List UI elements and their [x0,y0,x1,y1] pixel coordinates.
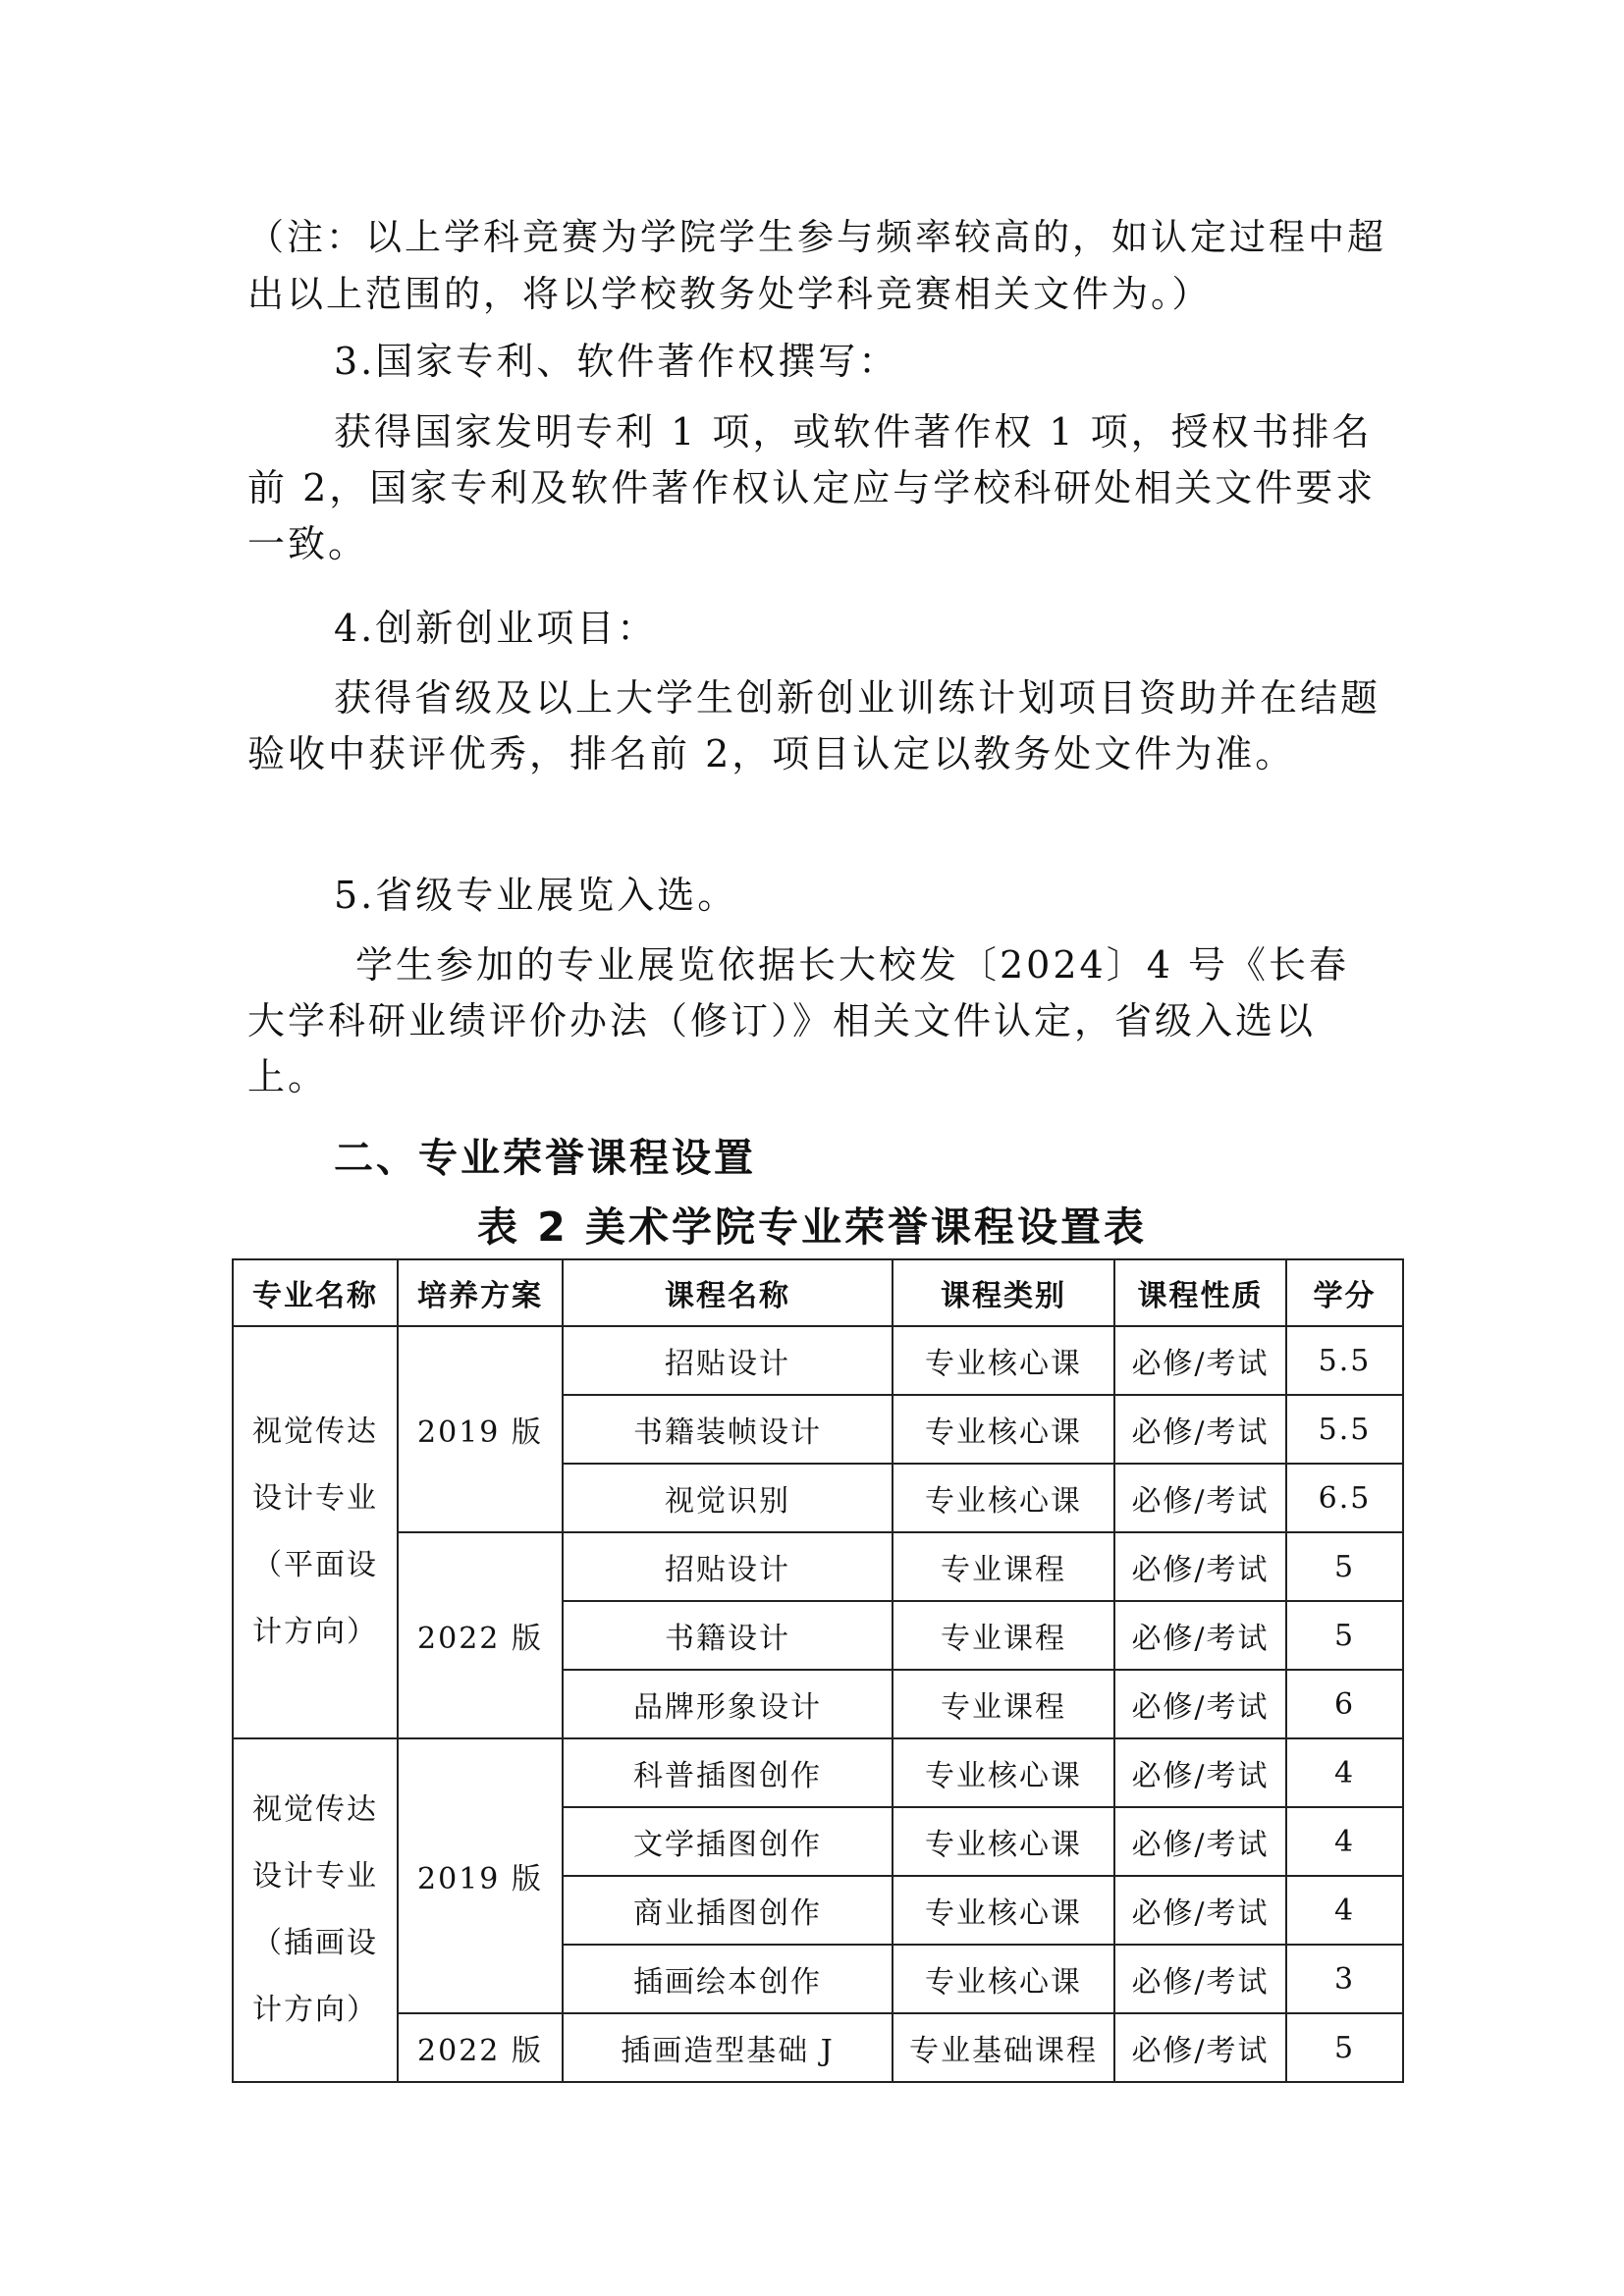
item4-body: 获得省级及以上大学生创新创业训练计划项目资助并在结题验收中获评优秀，排名前 2，项目认定以教务处文件为准。 [247,676,1381,775]
major-line: 计方向） [252,1615,378,1649]
honor-course-table [232,1258,1404,2083]
major-cell [233,1738,398,2082]
course-credit: 5.5 [1286,1326,1403,1395]
course-category: 专业核心课 [893,1876,1114,1945]
course-name: 品牌形象设计 [563,1670,893,1738]
course-credit: 5 [1286,2013,1403,2082]
header-category: 课程类别 [893,1259,1114,1326]
course-name: 招贴设计 [563,1532,893,1601]
course-category: 专业核心课 [893,1807,1114,1876]
course-credit: 4 [1286,1807,1403,1876]
course-credit: 5.5 [1286,1395,1403,1464]
course-name: 视觉识别 [563,1464,893,1532]
course-category: 专业核心课 [893,1738,1114,1807]
table-row [233,2013,1403,2082]
course-category: 专业课程 [893,1532,1114,1601]
course-nature: 必修/考试 [1114,1876,1286,1945]
plan-cell: 2019 版 [398,1738,563,2013]
table-row [233,1326,1403,1395]
major-line: （插画设 [252,1926,378,1960]
header-plan: 培养方案 [398,1259,563,1326]
course-name: 文学插图创作 [563,1807,893,1876]
course-credit: 6 [1286,1670,1403,1738]
course-credit: 5 [1286,1601,1403,1670]
table-row [233,1532,1403,1601]
table-title: 表 2 美术学院专业荣誉课程设置表 [476,1203,1148,1251]
course-name: 商业插图创作 [563,1876,893,1945]
course-nature: 必修/考试 [1114,1807,1286,1876]
item5-heading: 5.省级专业展览入选。 [334,874,738,917]
course-category: 专业课程 [893,1670,1114,1738]
course-name: 招贴设计 [563,1326,893,1395]
course-nature: 必修/考试 [1114,1464,1286,1532]
table-header-row [233,1259,1403,1326]
header-course: 课程名称 [563,1259,893,1326]
table-row [233,1738,1403,1807]
plan-cell: 2022 版 [398,2013,563,2082]
course-nature: 必修/考试 [1114,1532,1286,1601]
course-credit: 4 [1286,1738,1403,1807]
major-line: 设计专业 [252,1481,378,1516]
course-nature: 必修/考试 [1114,1601,1286,1670]
course-category: 专业基础课程 [893,2013,1114,2082]
major-cell [233,1326,398,1738]
major-line: （平面设 [252,1548,378,1582]
competition-note: （注：以上学科竞赛为学院学生参与频率较高的，如认定过程中超出以上范围的，将以学校教务处学科竞赛相关文件为。） [247,216,1386,315]
course-credit: 4 [1286,1876,1403,1945]
course-nature: 必修/考试 [1114,1738,1286,1807]
course-name: 插画绘本创作 [563,1945,893,2013]
item5-body: 学生参加的专业展览依据长大校发〔2024〕4 号《长春大学科研业绩评价办法（修订）》相关文件认定，省级入选以上。 [247,943,1349,1098]
major-line: 设计专业 [252,1859,378,1894]
major-line: 视觉传达 [252,1792,378,1827]
header-major: 专业名称 [233,1259,398,1326]
item3-heading: 3.国家专利、软件著作权撰写： [334,340,899,383]
course-nature: 必修/考试 [1114,1395,1286,1464]
course-name: 插画造型基础 J [563,2013,893,2082]
course-nature: 必修/考试 [1114,1670,1286,1738]
plan-cell: 2019 版 [398,1326,563,1532]
major-line: 计方向） [252,1993,378,2027]
header-nature: 课程性质 [1114,1259,1286,1326]
course-nature: 必修/考试 [1114,2013,1286,2082]
course-credit: 5 [1286,1532,1403,1601]
course-category: 专业课程 [893,1601,1114,1670]
course-category: 专业核心课 [893,1395,1114,1464]
item4-heading: 4.创新创业项目： [334,607,658,650]
course-category: 专业核心课 [893,1326,1114,1395]
course-credit: 6.5 [1286,1464,1403,1532]
course-nature: 必修/考试 [1114,1945,1286,2013]
section-title: 二、专业荣誉课程设置 [334,1136,756,1181]
header-credit: 学分 [1286,1259,1403,1326]
course-name: 书籍装帧设计 [563,1395,893,1464]
course-name: 书籍设计 [563,1601,893,1670]
item3-body: 获得国家发明专利 1 项，或软件著作权 1 项，授权书排名前 2，国家专利及软件著作权认定应与学校科研处相关文件要求一致。 [247,410,1377,565]
course-nature: 必修/考试 [1114,1326,1286,1395]
course-category: 专业核心课 [893,1464,1114,1532]
plan-cell: 2022 版 [398,1532,563,1738]
course-category: 专业核心课 [893,1945,1114,2013]
major-line: 视觉传达 [252,1415,378,1449]
course-credit: 3 [1286,1945,1403,2013]
course-name: 科普插图创作 [563,1738,893,1807]
